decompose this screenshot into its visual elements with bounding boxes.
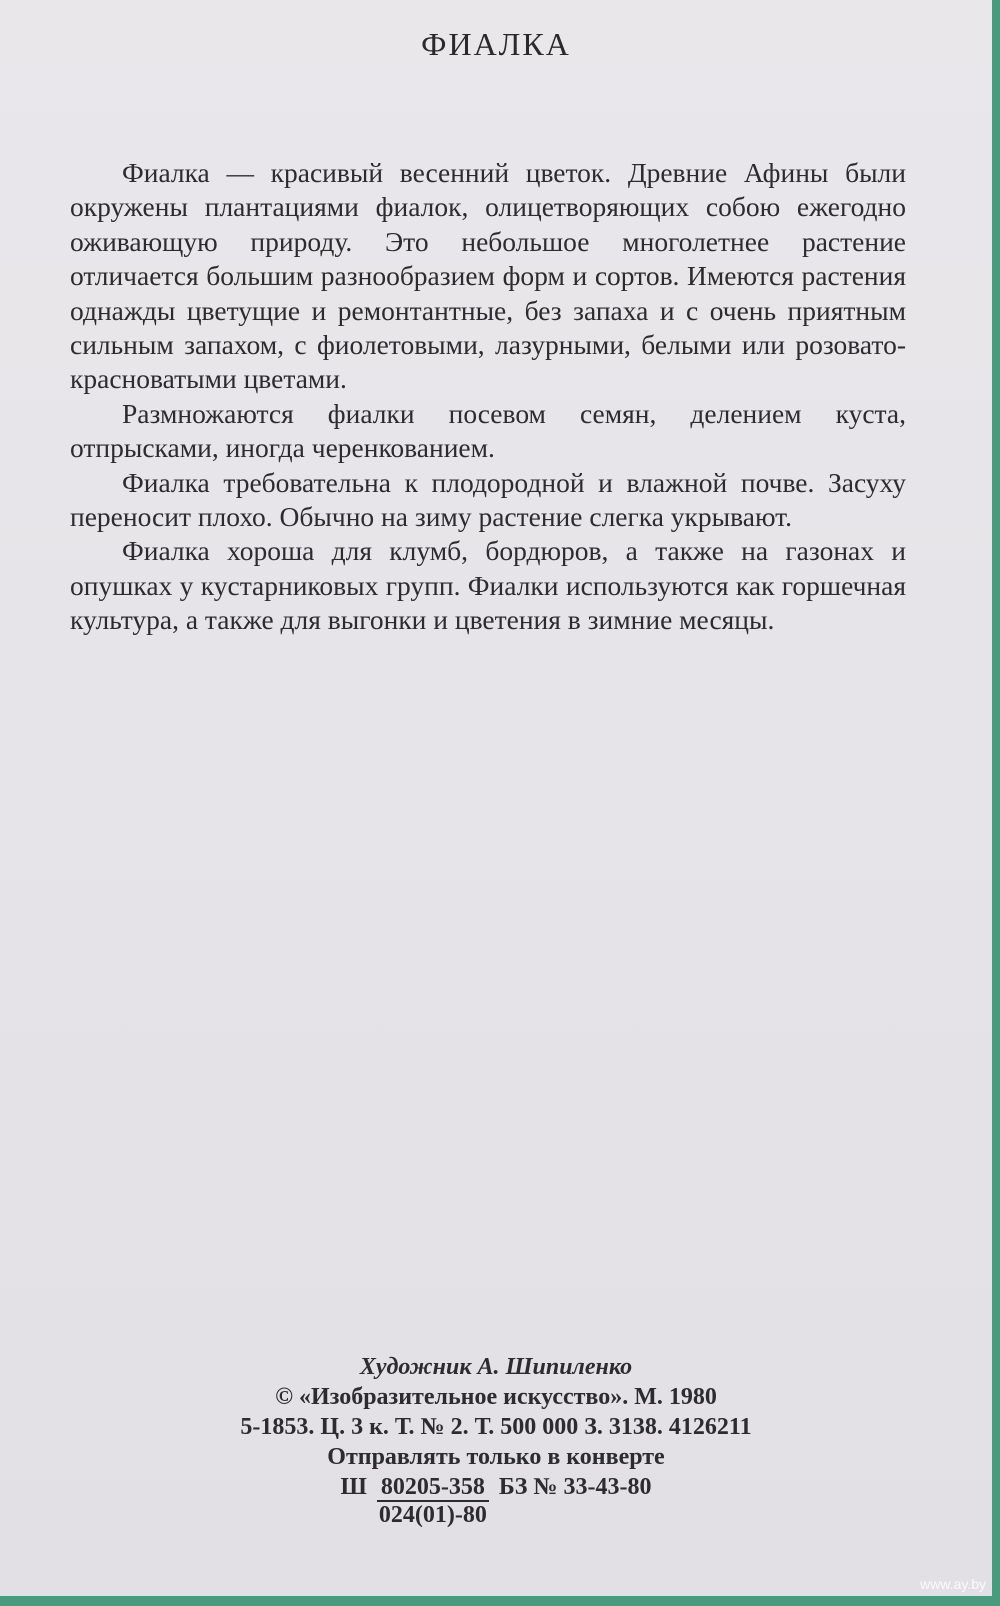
catalog-numerator: 80205-358 <box>377 1474 489 1502</box>
publisher-line: © «Изобразительное искусство». М. 1980 <box>275 1384 717 1410</box>
artist-name: А. Шипиленко <box>477 1354 633 1380</box>
catalog-prefix: Ш <box>340 1474 367 1500</box>
paragraph-4: Фиалка хороша для клумб, бордюров, а также на газонах и опушках у кустарниковых групп. Фиалки используются как горшечная культура, а также для выгонки и цветения в зимние месяцы. <box>70 535 906 636</box>
catalog-fraction <box>375 1474 491 1528</box>
imprint-block <box>0 1352 992 1528</box>
catalog-suffix: БЗ № 33-43-80 <box>498 1474 652 1500</box>
artist-prefix: Художник <box>359 1354 478 1380</box>
catalog-denominator: 024(01)-80 <box>378 1502 487 1528</box>
mailing-note: Отправлять только в конверте <box>327 1444 665 1470</box>
paragraph-3: Фиалка требовательна к плодородной и влажной почве. Засуху переносит плохо. Обычно на зиму растение слегка укрывают. <box>70 466 906 533</box>
catalog-line <box>0 1472 992 1528</box>
article-body <box>70 156 906 638</box>
page-title: ФИАЛКА <box>421 26 571 62</box>
paragraph-2: Размножаются фиалки посевом семян, делением куста, отпрысками, иногда черенкованием. <box>70 397 906 464</box>
paragraph-1: Фиалка — красивый весенний цветок. Древние Афины были окружены плантациями фиалок, олицетворяющих собою ежегодно оживающую природу. Это небольшое многолетнее растение отличается большим разнообразием форм и сортов. Имеются растения однажды цветущие и ремонтантные, без запаха и с очень приятным сильным запахом, с фиолетовыми, лазурными, белыми или розовато-красноватыми цветами. <box>70 157 906 395</box>
print-info-line: 5-1853. Ц. 3 к. Т. № 2. Т. 500 000 З. 3138. 4126211 <box>240 1414 752 1440</box>
artist-credit <box>0 1352 992 1382</box>
site-watermark: www.ay.by <box>920 1576 986 1592</box>
